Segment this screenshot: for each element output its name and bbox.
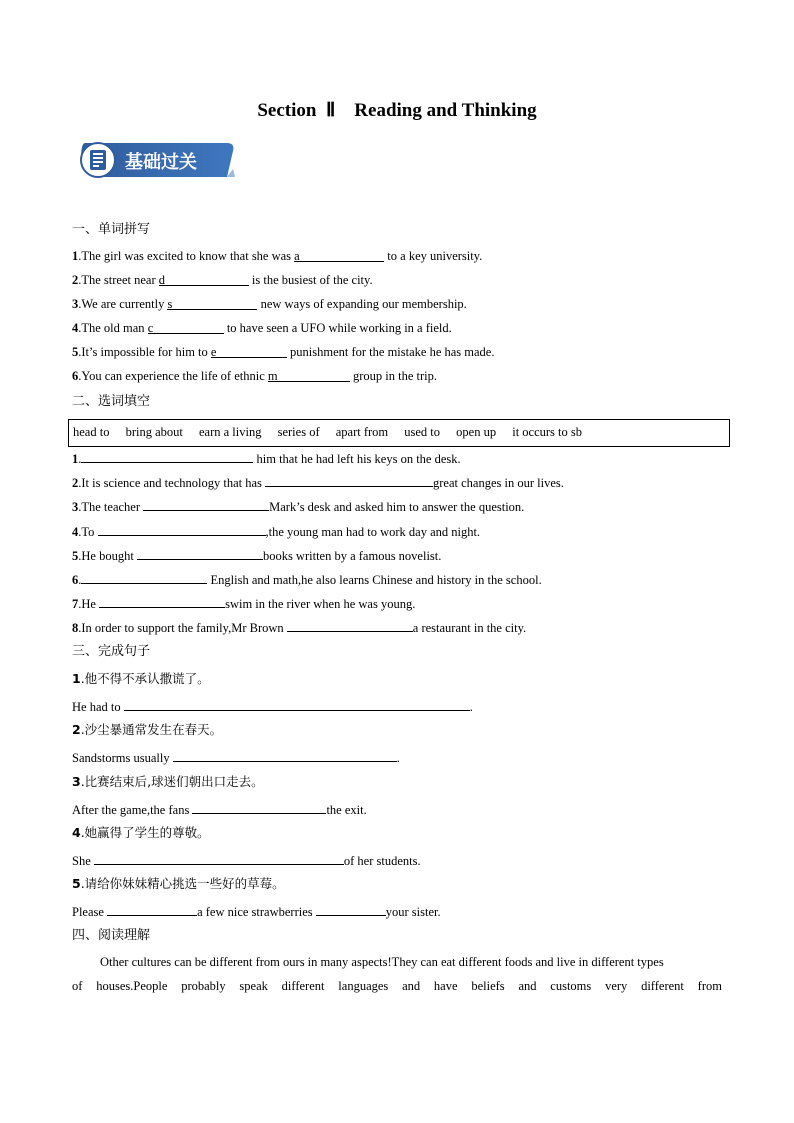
list-item: 5.It’s impossible for him to e punishment for the mistake he has made. bbox=[72, 345, 495, 359]
list-item: 2.It is science and technology that has great changes in our lives. bbox=[72, 473, 564, 491]
sentence-answer: Sandstorms usually . bbox=[72, 748, 400, 766]
word-bank bbox=[68, 419, 730, 447]
word-bank-item: earn a living bbox=[199, 425, 262, 439]
reading-line-1: Other cultures can be different from ours in many aspects!They can eat different foods and live in different types bbox=[100, 955, 664, 969]
sentence-answer: After the game,the fans the exit. bbox=[72, 800, 367, 818]
word-bank-item: open up bbox=[456, 425, 497, 439]
word-bank-item: apart from bbox=[335, 425, 389, 439]
word-bank-item: head to bbox=[73, 425, 110, 439]
sentence-prompt: 1.他不得不承认撒谎了。 bbox=[72, 671, 210, 686]
part4-heading: 四、阅读理解 bbox=[72, 928, 151, 943]
sentence-prompt: 5.请给你妹妹精心挑选一些好的草莓。 bbox=[72, 876, 285, 891]
list-item: 4.To ,the young man had to work day and night. bbox=[72, 522, 480, 540]
part2-heading: 二、选词填空 bbox=[72, 394, 151, 409]
sentence-prompt: 4.她赢得了学生的尊敬。 bbox=[72, 825, 210, 840]
sentence-prompt: 2.沙尘暴通常发生在春天。 bbox=[72, 722, 223, 737]
sentence-answer: He had to . bbox=[72, 697, 473, 715]
list-item: 4.The old man c to have seen a UFO while working in a field. bbox=[72, 321, 452, 335]
list-item: 1. him that he had left his keys on the desk. bbox=[72, 449, 461, 467]
sentence-answer: She of her students. bbox=[72, 851, 421, 869]
list-item: 3.We are currently s new ways of expanding our membership. bbox=[72, 297, 467, 311]
list-item: 2.The street near d is the busiest of the city. bbox=[72, 273, 373, 287]
list-item: 1.The girl was excited to know that she was a to a key university. bbox=[72, 249, 483, 263]
page-title: Section Ⅱ Reading and Thinking bbox=[257, 100, 537, 121]
word-bank-item: it occurs to sb bbox=[512, 425, 583, 439]
list-item: 6.You can experience the life of ethnic m group in the trip. bbox=[72, 369, 438, 383]
list-item: 3.The teacher Mark’s desk and asked him to answer the question. bbox=[72, 497, 524, 515]
word-bank-item: series of bbox=[277, 425, 320, 439]
sentence-answer: Please a few nice strawberries your sister. bbox=[72, 902, 441, 920]
list-item: 7.He swim in the river when he was young. bbox=[72, 594, 415, 612]
list-item: 5.He bought books written by a famous novelist. bbox=[72, 546, 441, 564]
reading-line-2: of houses.People probably speak different languages and have beliefs and customs very different from bbox=[72, 979, 722, 993]
word-bank-item: used to bbox=[404, 425, 441, 439]
badge-label: 基础过关 bbox=[125, 152, 197, 173]
list-item: 6. English and math,he also learns Chinese and history in the school. bbox=[72, 570, 542, 588]
sentence-prompt: 3.比赛结束后,球迷们朝出口走去。 bbox=[72, 774, 264, 789]
word-bank-item: bring about bbox=[125, 425, 183, 439]
part3-heading: 三、完成句子 bbox=[72, 644, 151, 659]
list-item: 8.In order to support the family,Mr Brown a restaurant in the city. bbox=[72, 618, 526, 636]
part1-heading: 一、单词拼写 bbox=[72, 222, 151, 237]
